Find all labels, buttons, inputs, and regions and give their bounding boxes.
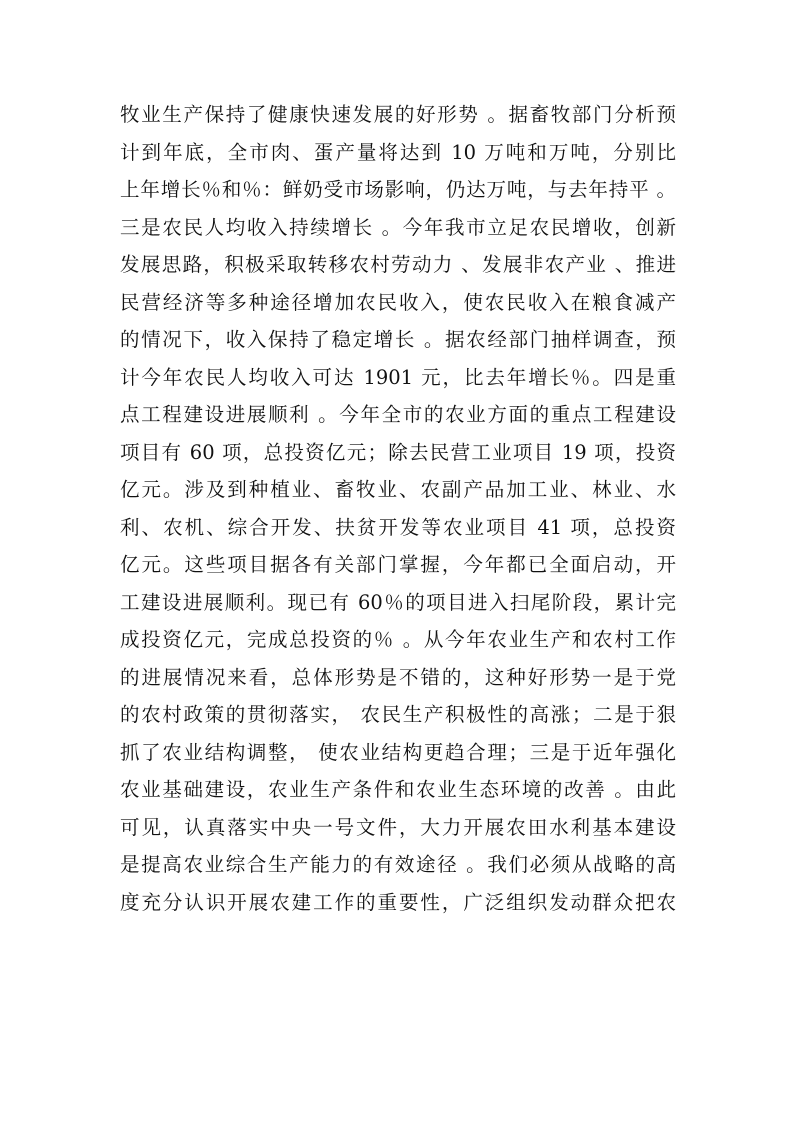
text-line: 上年增长％和％：鲜奶受市场影响，仍达万吨，与去年持平 。: [120, 178, 676, 201]
text-line: 计到年底，全市肉、蛋产量将达到 10 万吨和万吨，分别比: [120, 140, 676, 164]
text-line: 利、农机、综合开发、扶贫开发等农业项目 41 项，总投资: [120, 515, 676, 539]
text-line: 三是农民人均收入持续增长 。今年我市立足农民增收，创新: [120, 215, 676, 239]
text-line: 民营经济等多种途径增加农民收入，使农民收入在粮食减产: [120, 290, 676, 314]
text-line: 的农村政策的贯彻落实， 农民生产积极性的高涨；二是于狠: [120, 703, 676, 726]
text-line: 农业基础建设，农业生产条件和农业生态环境的改善 。由此: [120, 778, 676, 801]
text-line: 计今年农民人均收入可达 1901 元，比去年增长％。四是重: [120, 365, 676, 389]
text-line: 亿元。涉及到种植业、畜牧业、农副产品加工业、林业、水: [120, 478, 676, 501]
text-line: 项目有 60 项，总投资亿元；除去民营工业项目 19 项，投资: [120, 440, 676, 464]
text-line: 可见，认真落实中央一号文件，大力开展农田水利基本建设: [120, 815, 676, 839]
text-line: 的进展情况来看，总体形势是不错的，这种好形势一是于党: [120, 665, 676, 689]
text-line: 点工程建设进展顺利 。今年全市的农业方面的重点工程建设: [120, 403, 676, 426]
text-line: 发展思路，积极采取转移农村劳动力 、发展非农产业 、推进: [120, 253, 676, 276]
text-line: 的情况下，收入保持了稳定增长 。据农经部门抽样调查，预: [120, 328, 676, 351]
text-line: 度充分认识开展农建工作的重要性，广泛组织发动群众把农: [120, 890, 676, 914]
text-line: 牧业生产保持了健康快速发展的好形势 。据畜牧部门分析预: [120, 103, 676, 126]
text-line: 是提高农业综合生产能力的有效途径 。我们必须从战略的高: [120, 853, 676, 876]
text-line: 抓了农业结构调整， 使农业结构更趋合理；三是于近年强化: [120, 740, 676, 764]
text-line: 成投资亿元，完成总投资的％ 。从今年农业生产和农村工作: [120, 628, 676, 651]
body-text: [120, 96, 676, 921]
text-line: 亿元。这些项目据各有关部门掌握，今年都已全面启动，开: [120, 553, 676, 576]
text-line: 工建设进展顺利。现已有 60％的项目进入扫尾阶段，累计完: [120, 590, 676, 614]
